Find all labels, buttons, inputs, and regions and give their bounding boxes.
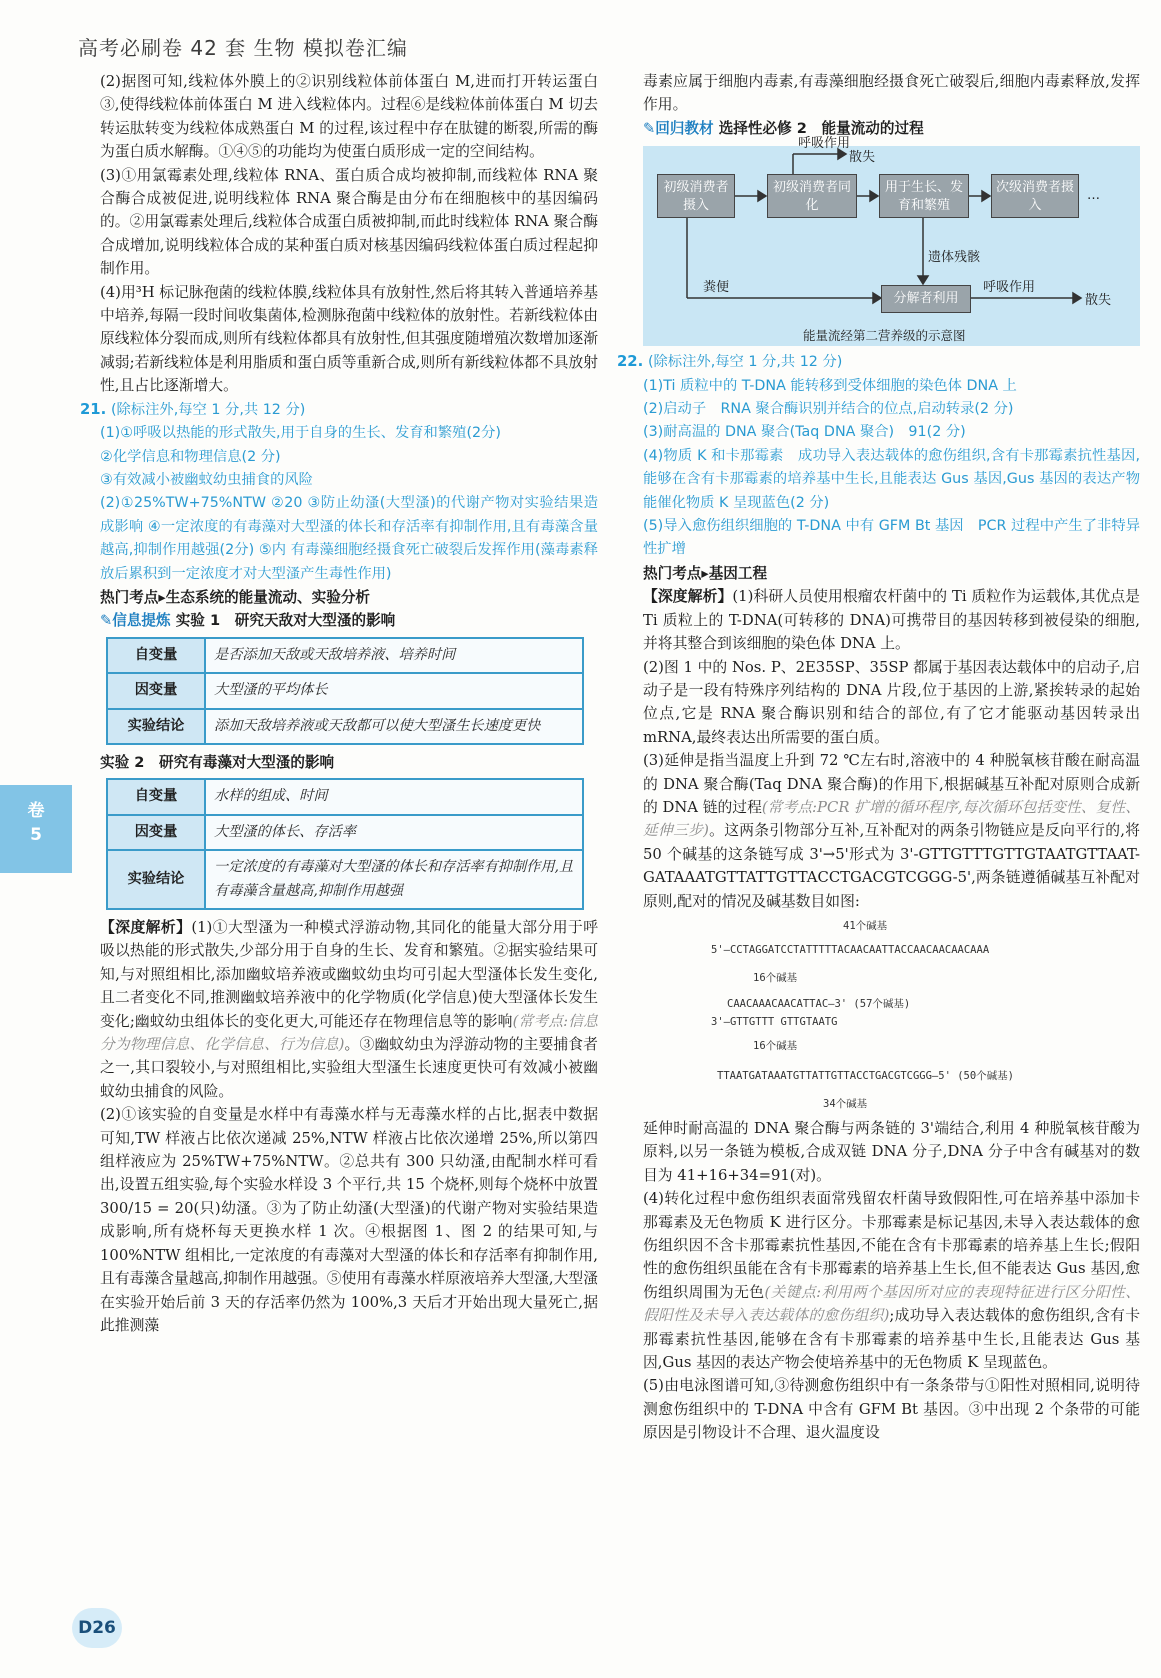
- answer-line: (4)物质 K 和卡那霉素 成功导入表达载体的愈伤组织,含有卡那霉素抗性基因,能够在含有卡那霉素的培养基中生长,且能表达 Gus 基因,Gus 基因的表达产物能催化物质 K 呈现蓝色(2 分): [643, 447, 1140, 511]
- deep-analysis-tag: 【深度解析】: [100, 919, 192, 936]
- analysis-paragraph: (2)①该实验的自变量是水样中有毒藻水样与无毒藻水样的占比,据表中数据可知,TW 样液占比依次递减 25%,NTW 样液占比依次递增 25%,所以第四组样液应为 25%TW+75%NTW。②总共有 300 只幼溞,由配制水样可看出,设置五组实验,每个实验水样设 3 个平行,共 15 个烧杯,则每个烧杯中放置 300/15 = 20(只)幼溞。③为了防止幼溞(大型溞)的代谢产物对实验结果造成影响,所有烧杯每天更换水样 1 次。④根据图 1、图 2 的结果可知,与 100%NTW 组相比,一定浓度的有毒藻对大型溞的体长和存活率有抑制作用,且有毒藻含量越高,抑制作用越强。⑤使用有毒藻水样原液培养大型溞,大型溞在实验开始后前 3 天的存活率仍然为 100%,3 天后才开始出现大量死亡,据此推测藻: [100, 1106, 598, 1334]
- table-row: [107, 709, 583, 744]
- page-number: D26: [72, 1608, 122, 1648]
- table-row: [107, 779, 583, 814]
- volume-tab-label: 卷: [27, 801, 45, 821]
- row-value: 一定浓度的有毒藻对大型溞的体长和存活率有抑制作用,且有毒藻含量越高,抑制作用越强: [205, 850, 583, 909]
- answer-line: (3)耐高温的 DNA 聚合(Taq DNA 聚合) 91(2 分): [643, 424, 966, 441]
- answer-line: ③有效减小被幽蚊幼虫捕食的风险: [100, 471, 313, 488]
- question-22-header: [617, 350, 1140, 374]
- flow-label: …: [1087, 188, 1100, 204]
- arrowhead: [873, 293, 881, 303]
- row-key: 实验结论: [107, 850, 205, 909]
- row-value: 水样的组成、时间: [205, 779, 583, 814]
- key-point-note: (常考点:信息分为物理信息、化学信息、行为信息): [100, 1012, 598, 1054]
- dna-strand: 3'—GTTGTTT GTTGTAATG: [711, 1015, 838, 1028]
- row-value: 大型溞的体长、存活率: [205, 815, 583, 850]
- left-column: [80, 70, 598, 1337]
- dna-strand: CAACAAACAACATTAC—3' (57个碱基): [727, 997, 911, 1010]
- paragraph: 毒素应属于细胞内毒素,有毒藻细胞经摄食死亡破裂后,细胞内毒素释放,发挥作用。: [643, 73, 1140, 114]
- analysis-text: (1)①大型溞为一种模式浮游动物,其同化的能量大部分用于呼吸以热能的形式散失,少部分用于自身的生长、发育和繁殖。②据实验结果可知,与对照组相比,添加幽蚊培养液或幽蚊幼虫均可引起大型溞体长发生变化,且二者变化不同,推测幽蚊培养液中的化学物质(化学信息)使大型溞体长发生变化;幽蚊幼虫组体长的变化更大,可能还存在物理信息等的影响: [100, 919, 598, 1030]
- flow-label: 散失: [849, 150, 876, 166]
- table-row: [107, 638, 583, 673]
- table-row: [107, 850, 583, 909]
- base-count-label: 41个碱基: [843, 919, 888, 932]
- question-number: 21.: [80, 400, 107, 418]
- answer-line: (1)①呼吸以热能的形式散失,用于自身的生长、发育和繁殖(2分): [100, 425, 501, 442]
- paragraph: (2)据图可知,线粒体外膜上的②识别线粒体前体蛋白 M,进而打开转运蛋白③,使得线粒体前体蛋白 M 进入线粒体内。过程⑥是线粒体前体蛋白 M 切去转运肽转变为线粒体成熟蛋白 M 的过程,该过程中存在肽键的断裂,所需的酶为蛋白质水解酶。①④⑤的功能均为使蛋白质形成一定的空间结构。: [100, 73, 598, 161]
- scoring-note: (除标注外,每空 1 分,共 12 分): [110, 401, 306, 418]
- analysis-text: (3)延伸是指当温度上升到 72 ℃左右时,溶液中的 4 种脱氧核苷酸在耐高温的 DNA 聚合酶(Taq DNA 聚合酶)的作用下,根据碱基互补配对原则合成新的 DNA 链的过程: [643, 752, 1140, 816]
- scoring-note: (除标注外,每空 1 分,共 12 分): [647, 354, 843, 371]
- analysis-text: 。这两条引物部分互补,互补配对的两条引物链应是反向平行的,将 50 个碱基的这条链写成 3'→5'形式为 3'-GTTGTTTGTTGTAATGTTAAT-GATAAATGTTATTGTTACCTGACGTCGGG-5',两条链遵循碱基互补配对原则,配对的情况及碱基数目如图:: [643, 822, 1140, 910]
- analysis-paragraph: 延伸时耐高温的 DNA 聚合酶与两条链的 3'端结合,利用 4 种脱氧核苷酸为原料,以另一条链为模板,合成双链 DNA 分子,DNA 分子中含有碱基对的数目为 41+16+34=91(对)。: [643, 1119, 1140, 1184]
- running-header: 高考必刷卷 42 套 生物 模拟卷汇编: [78, 36, 408, 60]
- experiment-2-title: 实验 2 研究有毒藻对大型溞的影响: [100, 753, 335, 771]
- paragraph: (3)①用氯霉素处理,线粒体 RNA、蛋白质合成均被抑制,而线粒体 RNA 聚合酶合成被促进,说明线粒体 RNA 聚合酶是由分布在细胞核中的基因编码的。②用氯霉素处理后,线粒体合成蛋白质被抑制,而此时线粒体 RNA 聚合酶合成增加,说明线粒体合成的某种蛋白质对核基因编码线粒体蛋白质过程起抑制作用。: [100, 166, 598, 278]
- experiment-2-table: [106, 778, 584, 910]
- flow-box: 初级消费者同化: [767, 174, 857, 218]
- dna-strand: 5'—CCTAGGATCCTATTTTTACAACAATTACCAACAACAACAAA: [711, 943, 990, 956]
- analysis-paragraph: [100, 916, 598, 1103]
- question-number: 22.: [617, 353, 644, 371]
- dna-strand: TTAATGATAAATGTTATTGTTACCTGACGTCGGG—5' (50个碱基): [717, 1069, 1015, 1082]
- flow-label: 呼吸作用: [983, 280, 1036, 296]
- row-key: 因变量: [107, 815, 205, 850]
- question-21-header: [80, 398, 598, 422]
- flow-box: 初级消费者摄入: [657, 174, 735, 218]
- flow-label: 散失: [1085, 293, 1112, 309]
- analysis-text: (1)科研人员使用根瘤农杆菌中的 Ti 质粒作为运载体,其优点是 Ti 质粒上的 T-DNA(可转移的 DNA)可携带目的基因转移到被侵染的细胞,并将其整合到该细胞的染色体 DNA 上。: [643, 588, 1140, 653]
- table-row: [107, 673, 583, 708]
- flow-label: 遗体残骸: [928, 250, 981, 266]
- row-value: 添加天敌培养液或天敌都可以使大型溞生长速度更快: [205, 709, 583, 744]
- flow-box: 用于生长、发育和繁殖: [879, 174, 969, 218]
- flow-box: 分解者利用: [881, 285, 971, 313]
- key-point-note: (关键点:利用两个基因所对应的表现特征进行区分阳性、假阳性及未导入表达载体的愈伤组织): [643, 1283, 1140, 1325]
- right-column: [617, 70, 1141, 1445]
- base-count-label: 16个碱基: [753, 971, 798, 984]
- arrowhead: [918, 276, 928, 284]
- analysis-text: (4)转化过程中愈伤组织表面常残留农杆菌导致假阳性,可在培养基中添加卡那霉素及无色物质 K 进行区分。卡那霉素是标记基因,未导入表达载体的愈伤组织因不含卡那霉素抗性基因,不能在含有卡那霉素的培养基上生长;假阳性的愈伤组织虽能在含有卡那霉素的培养基上生长,但不能表达 Gus 基因,愈伤组织周围为无色: [643, 1190, 1140, 1301]
- flow-label: 呼吸作用: [798, 136, 851, 152]
- base-count-label: 34个碱基: [823, 1097, 868, 1110]
- answer-line: (5)导入愈伤组织细胞的 T-DNA 中有 GFM Bt 基因 PCR 过程中产生了非特异性扩增: [643, 518, 1140, 558]
- row-key: 自变量: [107, 779, 205, 814]
- row-value: 是否添加天敌或天敌培养液、培养时间: [205, 638, 583, 673]
- answer-line: ②化学信息和物理信息(2 分): [100, 448, 281, 465]
- experiment-1-table: [106, 637, 584, 745]
- hot-topic: 热门考点▸生态系统的能量流动、实验分析: [100, 588, 371, 606]
- info-extract-tag: ✎信息提炼: [100, 612, 171, 630]
- analysis-paragraph: [643, 749, 1140, 913]
- analysis-paragraph: [643, 585, 1140, 655]
- analysis-text: ;成功导入表达载体的愈伤组织,含有卡那霉素抗性基因,能够在含有卡那霉素的培养基中生长,且能表达 Gus 基因,Gus 基因的表达产物会使培养基中的无色物质 K 呈现蓝色。: [643, 1307, 1140, 1372]
- energy-flow-diagram: [643, 136, 1140, 346]
- textbook-review-tag: ✎回归教材: [643, 119, 714, 137]
- key-point-note: (常考点:PCR 扩增的循环程序,每次循环包括变性、复性、延伸三步): [643, 798, 1141, 840]
- row-value: 大型溞的平均体长: [205, 673, 583, 708]
- answer-line: (1)Ti 质粒中的 T-DNA 能转移到受体细胞的染色体 DNA 上: [643, 377, 1017, 394]
- table-row: [107, 815, 583, 850]
- arrowhead: [1073, 293, 1081, 303]
- arrowhead: [982, 191, 990, 201]
- flow-label: 粪便: [703, 280, 730, 296]
- diagram-caption: 能量流经第二营养级的示意图: [803, 328, 966, 344]
- experiment-1-title-row: [100, 609, 598, 632]
- textbook-review-row: [643, 117, 1140, 140]
- volume-tab-number: 5: [30, 825, 42, 845]
- analysis-text: 。③幽蚊幼虫为浮游动物的主要捕食者之一,其口裂较小,与对照组相比,实验组大型溞生长速度更快可有效减小被幽蚊幼虫捕食的风险。: [100, 1036, 598, 1100]
- experiment-1-title: 实验 1 研究天敌对大型溞的影响: [175, 612, 396, 630]
- row-key: 实验结论: [107, 709, 205, 744]
- base-count-label: 16个碱基: [753, 1039, 798, 1052]
- primer-pairing-figure: [643, 915, 1140, 1115]
- arrowhead: [758, 191, 766, 201]
- arrowhead: [870, 191, 878, 201]
- answer-line: (2)①25%TW+75%NTW ②20 ③防止幼溞(大型溞)的代谢产物对实验结果造成影响 ④一定浓度的有毒藻对大型溞的体长和存活率有抑制作用,且有毒藻含量越高,抑制作用越强(2分) ⑤内 有毒藻细胞经摄食死亡破裂后发挥作用(藻毒素释放后累积到一定浓度才对大型溞产生毒性作用): [100, 495, 598, 582]
- row-key: 因变量: [107, 673, 205, 708]
- analysis-paragraph: (2)图 1 中的 Nos. P、2E35SP、35SP 都属于基因表达载体中的启动子,启动子是一段有特殊序列结构的 DNA 片段,位于基因的上游,紧挨转录的起始位点,它是 RNA 聚合酶识别和结合的部位,有了它才能驱动基因转录出 mRNA,最终表达出所需要的蛋白质。: [643, 658, 1140, 746]
- deep-analysis-tag: 【深度解析】: [643, 588, 733, 606]
- analysis-paragraph: (5)由电泳图谱可知,③待测愈伤组织中有一条条带与①阳性对照相同,说明待测愈伤组织中的 T-DNA 中含有 GFM Bt 基因。③中出现 2 个条带的可能原因是引物设计不合理、退火温度设: [643, 1377, 1140, 1442]
- row-key: 自变量: [107, 638, 205, 673]
- answer-line: (2)启动子 RNA 聚合酶识别并结合的位点,启动转录(2 分): [643, 401, 1014, 418]
- textbook-review-title: 选择性必修 2 能量流动的过程: [718, 119, 924, 137]
- volume-tab: [0, 785, 72, 873]
- analysis-paragraph: [643, 1187, 1140, 1374]
- hot-topic: 热门考点▸基因工程: [643, 564, 768, 582]
- paragraph: (4)用³H 标记脉孢菌的线粒体膜,线粒体具有放射性,然后将其转入普通培养基中培养,每隔一段时间收集菌体,检测脉孢菌中线粒体的放射性。若新线粒体由原线粒体分裂而成,则所有线粒体都具有放射性,但其强度随增殖次数增加逐渐减弱;若新线粒体是利用脂质和蛋白质等重新合成,则所有新线粒体都不具放射性,且占比逐渐增大。: [100, 283, 598, 395]
- flow-box: 次级消费者摄入: [991, 174, 1079, 218]
